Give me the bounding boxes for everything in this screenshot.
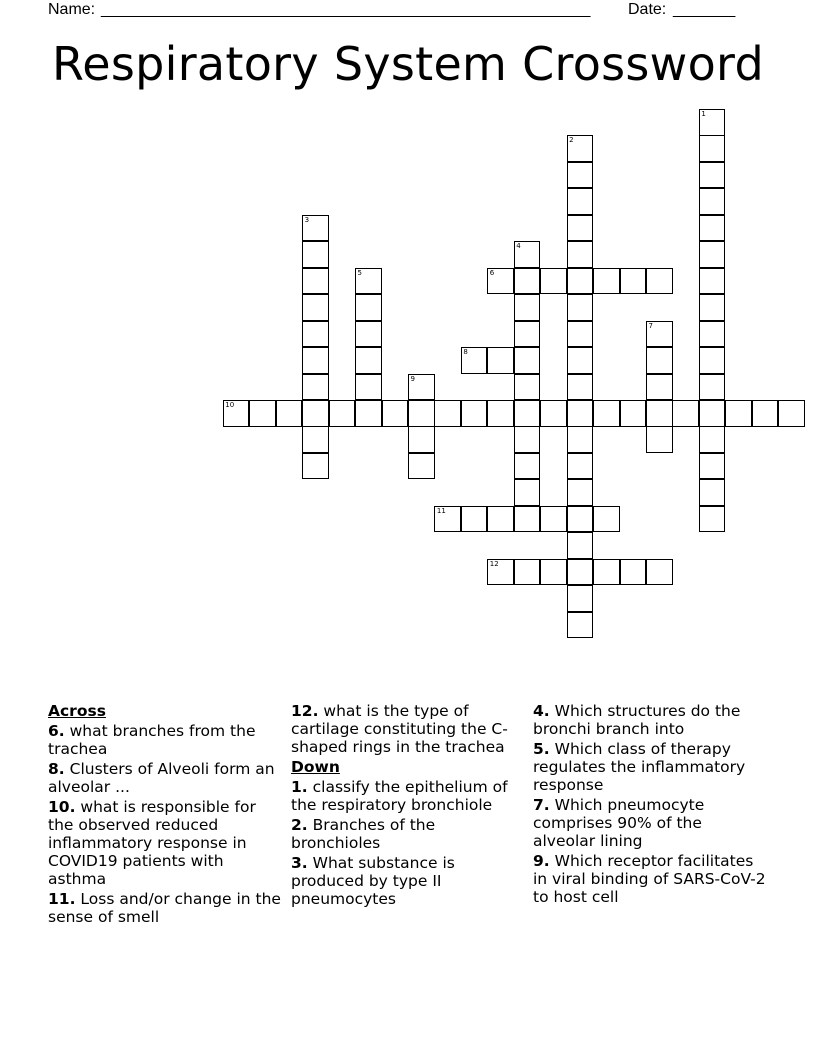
grid-cell[interactable]: [514, 374, 541, 401]
clue-number: 11.: [48, 890, 76, 908]
grid-cell[interactable]: [567, 559, 594, 586]
grid-cell[interactable]: [567, 268, 594, 295]
down-title: Down: [291, 758, 340, 776]
clue-number: 12.: [291, 702, 319, 720]
grid-cell[interactable]: [593, 506, 620, 533]
grid-cell[interactable]: [699, 453, 726, 480]
cell-number: 3: [304, 215, 310, 224]
page-title: Respiratory System Crossword: [52, 37, 764, 91]
clue-text: classify the epithelium of the respiratory bronchiole: [291, 778, 508, 814]
grid-cell[interactable]: [540, 559, 567, 586]
grid-cell[interactable]: [302, 374, 329, 401]
grid-cell[interactable]: [434, 506, 461, 533]
clue-down-9: [533, 852, 769, 906]
grid-cell[interactable]: [382, 400, 409, 427]
clue-text: Which pneumocyte comprises 90% of the alveolar lining: [533, 796, 705, 850]
grid-cell[interactable]: [567, 374, 594, 401]
clues-column-3: [533, 702, 769, 908]
grid-cell[interactable]: [487, 347, 514, 374]
cell-number: 10: [225, 400, 235, 409]
grid-cell[interactable]: [514, 506, 541, 533]
clues-column-2: [291, 702, 527, 910]
grid-cell[interactable]: [646, 321, 673, 348]
clue-number: 1.: [291, 778, 308, 796]
grid-cell[interactable]: [646, 268, 673, 295]
grid-cell[interactable]: [302, 426, 329, 453]
name-line: _______________________________________________________: [101, 1, 591, 18]
grid-cell[interactable]: [567, 294, 594, 321]
grid-cell[interactable]: [514, 321, 541, 348]
clue-text: Which receptor facilitates in viral binding of SARS-CoV-2 to host cell: [533, 852, 766, 906]
grid-cell[interactable]: [514, 426, 541, 453]
grid-cell[interactable]: [487, 559, 514, 586]
grid-cell[interactable]: [725, 400, 752, 427]
clue-number: 6.: [48, 722, 65, 740]
grid-cell[interactable]: [514, 453, 541, 480]
grid-cell[interactable]: [514, 347, 541, 374]
clue-number: 8.: [48, 760, 65, 778]
grid-cell[interactable]: [302, 294, 329, 321]
cell-number: 2: [569, 136, 574, 145]
grid-cell[interactable]: [778, 400, 805, 427]
grid-cell[interactable]: [276, 400, 303, 427]
clues-column-1: [48, 702, 284, 928]
grid-cell[interactable]: [514, 400, 541, 427]
grid-cell[interactable]: [646, 374, 673, 401]
grid-cell[interactable]: [620, 559, 647, 586]
clue-across-8: [48, 760, 284, 796]
grid-cell[interactable]: [302, 321, 329, 348]
grid-cell[interactable]: [540, 506, 567, 533]
clue-down-4: [533, 702, 769, 738]
grid-cell[interactable]: [487, 400, 514, 427]
grid-cell[interactable]: [408, 453, 435, 480]
grid-cell[interactable]: [567, 215, 594, 242]
grid-cell[interactable]: [355, 347, 382, 374]
grid-cell[interactable]: [567, 479, 594, 506]
grid-cell[interactable]: [752, 400, 779, 427]
grid-cell[interactable]: [408, 374, 435, 401]
grid-cell[interactable]: [567, 506, 594, 533]
grid-cell[interactable]: [646, 426, 673, 453]
clue-down-7: [533, 796, 769, 850]
cell-number: 5: [357, 268, 363, 277]
grid-cell[interactable]: [699, 241, 726, 268]
grid-cell[interactable]: [699, 479, 726, 506]
grid-cell[interactable]: [514, 559, 541, 586]
grid-cell[interactable]: [567, 400, 594, 427]
grid-cell[interactable]: [646, 347, 673, 374]
grid-cell[interactable]: [620, 400, 647, 427]
clue-text: Which class of therapy regulates the inflammatory response: [533, 740, 746, 794]
grid-cell[interactable]: [302, 400, 329, 427]
grid-cell[interactable]: [699, 347, 726, 374]
clue-down-5: [533, 740, 769, 794]
clue-down-1: [291, 778, 527, 814]
grid-cell[interactable]: [699, 162, 726, 189]
grid-cell[interactable]: [302, 268, 329, 295]
grid-cell[interactable]: [567, 532, 594, 559]
clue-number: 10.: [48, 798, 76, 816]
grid-cell[interactable]: [567, 453, 594, 480]
clue-text: Branches of the bronchioles: [291, 816, 436, 852]
grid-cell[interactable]: [699, 294, 726, 321]
grid-cell[interactable]: [699, 188, 726, 215]
clue-number: 5.: [533, 740, 550, 758]
grid-cell[interactable]: [355, 400, 382, 427]
grid-cell[interactable]: [567, 321, 594, 348]
grid-cell[interactable]: [487, 268, 514, 295]
grid-cell[interactable]: [302, 453, 329, 480]
clue-text: what is the type of cartilage constituting the C-shaped rings in the trachea: [291, 702, 508, 756]
clue-across-6: [48, 722, 284, 758]
grid-cell[interactable]: [434, 400, 461, 427]
grid-cell[interactable]: [699, 374, 726, 401]
grid-cell[interactable]: [514, 294, 541, 321]
clue-across-11: [48, 890, 284, 926]
cell-number: 1: [701, 110, 706, 118]
cell-number: 7: [648, 321, 653, 330]
grid-cell[interactable]: [699, 506, 726, 533]
grid-cell[interactable]: [699, 268, 726, 295]
grid-cell[interactable]: [302, 347, 329, 374]
grid-cell[interactable]: [355, 268, 382, 295]
grid-cell[interactable]: [540, 268, 567, 295]
grid-cell[interactable]: [699, 400, 726, 427]
clue-text: what is responsible for the observed reduced inflammatory response in COVID19 patients with asthma: [48, 798, 256, 888]
grid-cell[interactable]: [646, 559, 673, 586]
grid-cell[interactable]: [699, 321, 726, 348]
grid-cell[interactable]: [567, 162, 594, 189]
grid-cell[interactable]: [249, 400, 276, 427]
date-label: Date:: [628, 1, 667, 18]
grid-cell[interactable]: [699, 135, 726, 162]
clue-text: Clusters of Alveoli form an alveolar ...: [48, 760, 275, 796]
across-title: Across: [48, 702, 106, 720]
grid-cell[interactable]: [567, 188, 594, 215]
grid-cell[interactable]: [461, 347, 488, 374]
grid-cell[interactable]: [567, 347, 594, 374]
clue-number: 4.: [533, 702, 550, 720]
grid-cell[interactable]: [540, 400, 567, 427]
grid-cell[interactable]: [514, 479, 541, 506]
clue-across-12: [291, 702, 527, 756]
grid-cell[interactable]: [461, 506, 488, 533]
clue-number: 9.: [533, 852, 550, 870]
clue-across-10: [48, 798, 284, 888]
grid-cell[interactable]: [567, 241, 594, 268]
grid-cell[interactable]: [302, 241, 329, 268]
grid-cell[interactable]: [408, 400, 435, 427]
grid-cell[interactable]: [329, 400, 356, 427]
grid-cell[interactable]: [487, 506, 514, 533]
cell-number: 12: [489, 559, 499, 568]
grid-cell[interactable]: [593, 559, 620, 586]
grid-cell[interactable]: [355, 374, 382, 401]
grid-cell[interactable]: [302, 215, 329, 242]
clue-text: Loss and/or change in the sense of smell: [48, 890, 281, 926]
grid-cell[interactable]: [567, 612, 594, 639]
clue-number: 7.: [533, 796, 550, 814]
grid-cell[interactable]: [699, 109, 726, 136]
grid-cell[interactable]: [620, 268, 647, 295]
grid-cell[interactable]: [699, 426, 726, 453]
grid-cell[interactable]: [514, 241, 541, 268]
clue-text: Which structures do the bronchi branch into: [533, 702, 741, 738]
grid-cell[interactable]: [567, 585, 594, 612]
cell-number: 9: [410, 374, 415, 383]
clue-number: 2.: [291, 816, 308, 834]
clue-number: 3.: [291, 854, 308, 872]
grid-cell[interactable]: [514, 268, 541, 295]
grid-cell[interactable]: [672, 400, 699, 427]
clue-text: What substance is produced by type II pneumocytes: [291, 854, 455, 908]
grid-cell[interactable]: [408, 426, 435, 453]
cell-number: 11: [436, 506, 446, 515]
name-label: Name:: [48, 1, 96, 18]
grid-cell[interactable]: [646, 400, 673, 427]
clue-text: what branches from the trachea: [48, 722, 256, 758]
date-line: _______: [673, 1, 736, 18]
grid-cell[interactable]: [355, 294, 382, 321]
clue-down-3: [291, 854, 527, 908]
grid-cell[interactable]: [699, 215, 726, 242]
grid-cell[interactable]: [461, 400, 488, 427]
grid-cell[interactable]: [223, 400, 250, 427]
grid-cell[interactable]: [593, 268, 620, 295]
grid-cell[interactable]: [567, 426, 594, 453]
cell-number: 8: [463, 348, 468, 357]
cell-number: 6: [489, 268, 495, 277]
cell-number: 4: [516, 242, 521, 251]
clue-down-2: [291, 816, 527, 852]
grid-cell[interactable]: [355, 321, 382, 348]
grid-cell[interactable]: [593, 400, 620, 427]
grid-cell[interactable]: [567, 135, 594, 162]
